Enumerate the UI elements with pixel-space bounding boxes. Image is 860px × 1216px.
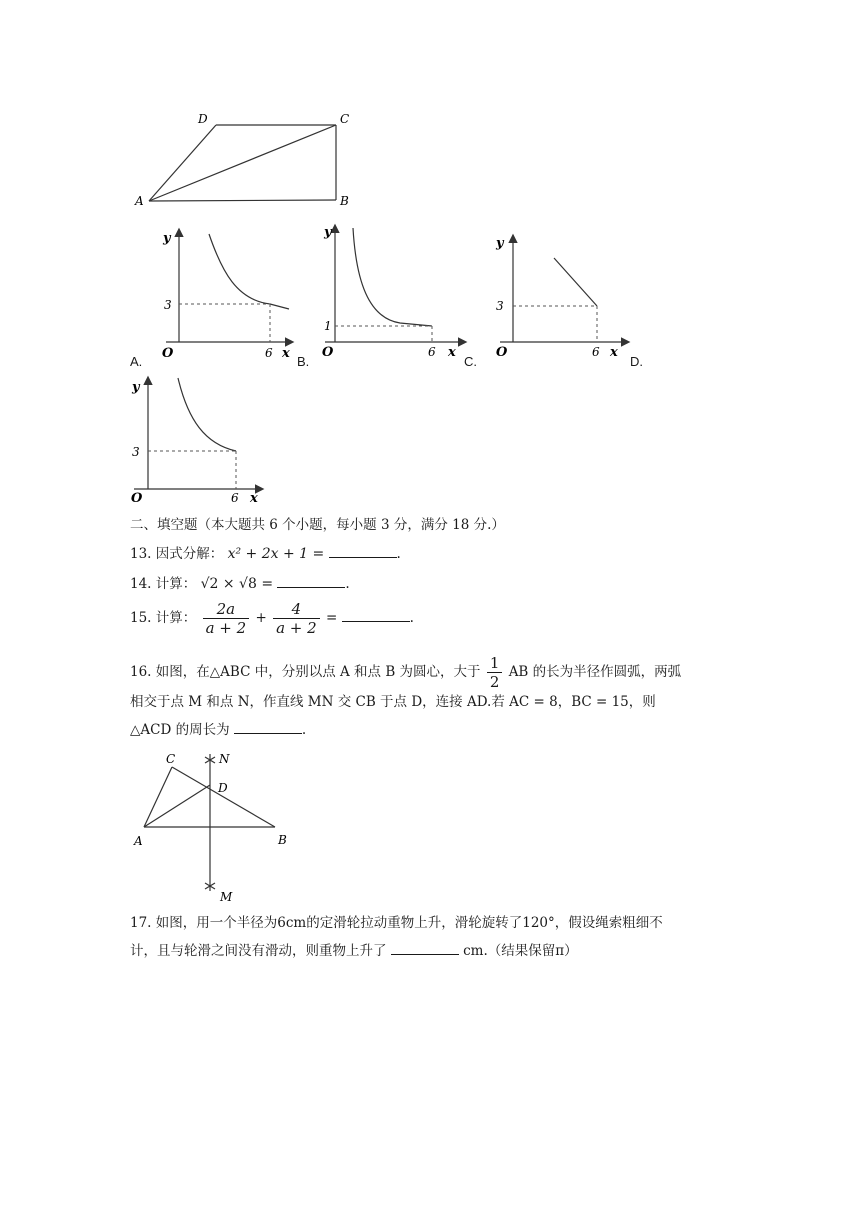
answer-blank[interactable] [234,719,302,734]
origin-label: O [322,345,334,360]
numerator: 1 [487,654,503,673]
question-17-line-1 [130,913,663,933]
question-number: 17. [130,915,152,931]
quadrilateral-figure [130,108,360,208]
question-15 [130,596,414,640]
period: . [345,576,350,592]
segment-cb [172,767,275,827]
question-16-line-2: 相交于点 M 和点 N，作直线 MN 交 CB 于点 D，连接 AD.若 AC = 8，BC = 15，则 [130,694,656,710]
option-b-label: B. [297,354,310,369]
graph-b [320,220,470,367]
x-tick-label: 6 [428,345,436,359]
label-c: C [340,112,350,126]
y-tick-label: 1 [324,319,332,333]
question-text: AB 的长为半径作圆弧，两弧 [508,664,682,680]
y-axis-label: y [496,236,504,251]
fraction-half [487,654,503,691]
question-text: cm.（结果保留π） [463,943,578,959]
period: . [409,610,414,626]
denominator: a + 2 [205,619,247,637]
label-a: A [135,194,144,208]
question-text: 计，且与轮滑之间没有滑动，则重物上升了 [130,943,387,959]
answer-blank[interactable] [391,940,459,955]
label-a: A [134,834,143,848]
label-n: N [219,752,230,766]
x-axis-label: x [448,345,456,360]
equals-sign: = [325,610,338,626]
curve-b [353,228,432,326]
curve-d [178,378,236,451]
question-text: 因式分解： [155,546,224,562]
y-axis-label: y [163,231,171,246]
expression: √2 × √8 = [200,576,274,592]
x-tick-label: 6 [592,345,600,359]
period: . [396,546,401,562]
question-text: 计算： [155,576,197,592]
answer-blank[interactable] [277,573,345,588]
segment-c [554,258,597,306]
label-c: C [166,752,176,766]
option-c-label: C. [464,354,477,369]
question-13 [130,543,401,564]
segment-ad [149,125,216,201]
numerator: 2a [203,600,250,619]
origin-label: O [162,346,174,361]
question-text: △ACD 的周长为 [130,722,230,738]
question-17-line-2 [130,940,578,961]
question-number: 13. [130,546,152,562]
question-14 [130,573,350,594]
x-axis-label: x [282,346,290,361]
fraction-2 [273,600,320,637]
x-axis-label: x [250,491,258,506]
label-b: B [340,194,349,208]
answer-blank[interactable] [342,607,410,622]
section-heading: 二、填空题（本大题共 6 个小题，每小题 3 分，满分 18 分.） [130,517,505,533]
question-number: 16. [130,664,152,680]
y-tick-label: 3 [164,298,172,312]
x-tick-label: 6 [231,491,239,505]
graph-c [488,230,633,367]
question-text: 计算： [155,610,197,626]
question-number: 15. [130,610,152,626]
curve-a [209,234,289,309]
segment-ab [149,200,336,201]
graph-d [130,372,270,507]
x-axis-label: x [610,345,618,360]
plus-sign: + [255,610,267,626]
question-number: 14. [130,576,152,592]
answer-blank[interactable] [329,543,397,558]
expression: x² + 2x + 1 = [227,546,325,562]
period: . [301,722,307,738]
origin-label: O [131,491,143,506]
label-b: B [278,833,287,847]
label-d: D [198,112,208,126]
option-a-label: A. [130,354,143,369]
fraction-1 [203,600,250,637]
y-tick-label: 3 [132,445,140,459]
denominator: 2 [489,673,500,691]
question-text: 如图，在△ABC 中，分别以点 A 和点 B 为圆心，大于 [155,664,481,680]
question-16-line-3 [130,719,306,740]
x-tick-label: 6 [265,346,273,360]
numerator: 4 [273,600,320,619]
option-d-label: D. [630,354,643,369]
denominator: a + 2 [276,619,317,637]
y-axis-label: y [132,380,140,395]
question-text: 如图，用一个半径为6cm的定滑轮拉动重物上升，滑轮旋转了120°，假设绳索粗细不 [155,915,663,931]
y-axis-label: y [324,225,332,240]
origin-label: O [496,345,508,360]
diagonal-ac [149,125,336,201]
triangle-figure [130,748,300,906]
y-tick-label: 3 [496,299,504,313]
question-16-line-1 [130,652,681,692]
graph-a [152,222,302,367]
label-m: M [220,890,233,904]
label-d: D [218,781,228,795]
